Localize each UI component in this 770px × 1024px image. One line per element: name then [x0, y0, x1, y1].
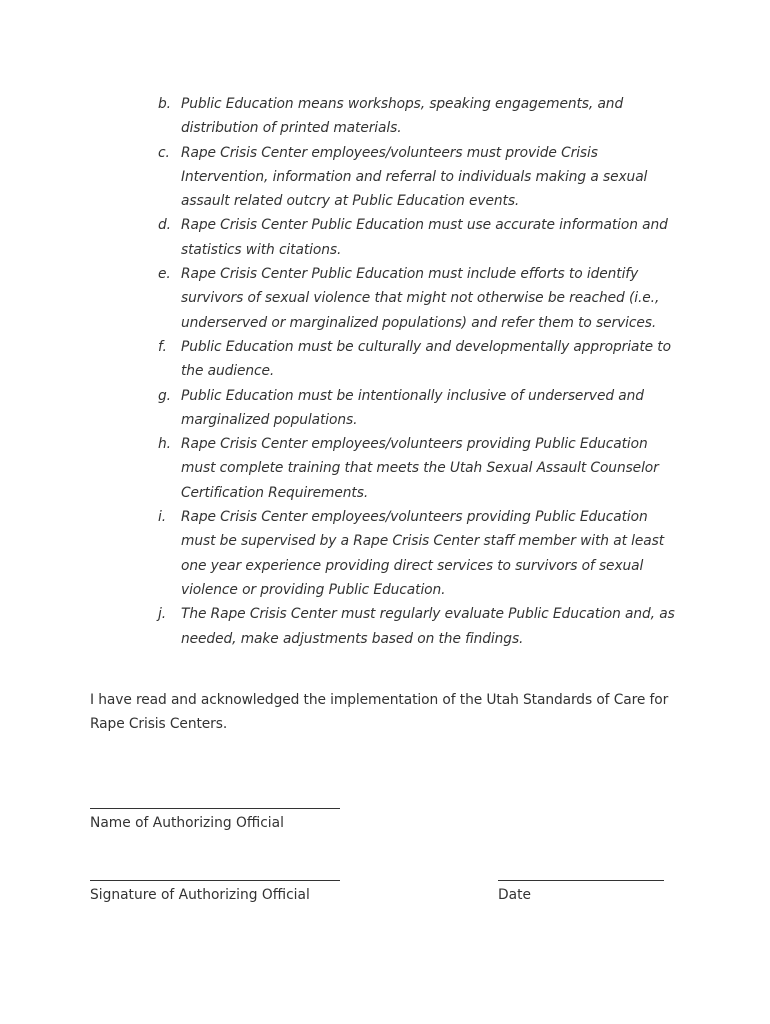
list-marker: e. [158, 266, 171, 283]
list-marker: f. [158, 338, 167, 355]
name-label: Name of Authorizing Official [90, 815, 284, 831]
official-signature-line[interactable] [90, 868, 340, 905]
list-item [158, 213, 678, 262]
date-line[interactable] [498, 868, 664, 905]
list-marker: b. [158, 96, 171, 112]
list-item-text: Public Education must be culturally and developmentally appropriate to the audience. [181, 338, 671, 380]
date-label: Date [498, 887, 531, 903]
list-marker: d. [158, 217, 171, 234]
list-item [158, 602, 678, 651]
list-item-text: Rape Crisis Center employees/volunteers must provide Crisis Intervention, information and referral to individuals making a sexual assault related outcry at Public Education events. [181, 144, 648, 210]
list-item-text: Rape Crisis Center employees/volunteers providing Public Education must be supervised by a Rape Crisis Center staff member with at least one year experience providing direct services to survivors of sexual violence or providing Public Education. [181, 509, 665, 598]
signature-rule [90, 796, 340, 809]
signature-rule [90, 868, 340, 881]
list-item-text: Public Education must be intentionally inclusive of underserved and marginalized populations. [181, 387, 644, 428]
list-item-text: Rape Crisis Center Public Education must include efforts to identify survivors of sexual violence that might not otherwise be reached (i.e., underserved or marginalized populations) and refer them to services. [181, 266, 660, 331]
list-marker: h. [158, 436, 171, 453]
list-item [158, 432, 678, 505]
list-item [158, 384, 678, 433]
signature-label: Signature of Authorizing Official [90, 887, 310, 903]
requirements-list [158, 92, 678, 651]
list-item [158, 141, 678, 214]
list-item [158, 335, 678, 384]
list-marker: j. [158, 606, 167, 623]
list-marker: g. [158, 387, 171, 404]
list-item-text: Rape Crisis Center employees/volunteers providing Public Education must complete training that meets the Utah Sexual Assault Counselor Certification Requirements. [181, 436, 659, 501]
list-item-text: Public Education means workshops, speaking engagements, and distribution of printed materials. [181, 96, 624, 137]
list-item-text: Rape Crisis Center Public Education must use accurate information and statistics with citations. [181, 217, 668, 258]
list-item-text: The Rape Crisis Center must regularly evaluate Public Education and, as needed, make adjustments based on the findings. [181, 606, 675, 647]
list-marker: c. [158, 144, 170, 161]
date-rule [498, 868, 664, 881]
name-signature-line[interactable] [90, 796, 340, 833]
acknowledgement-statement: I have read and acknowledged the implementation of the Utah Standards of Care for Rape Crisis Centers. [90, 692, 669, 733]
list-marker: i. [158, 509, 167, 526]
list-item [158, 92, 678, 141]
list-item [158, 505, 678, 602]
list-item [158, 262, 678, 335]
